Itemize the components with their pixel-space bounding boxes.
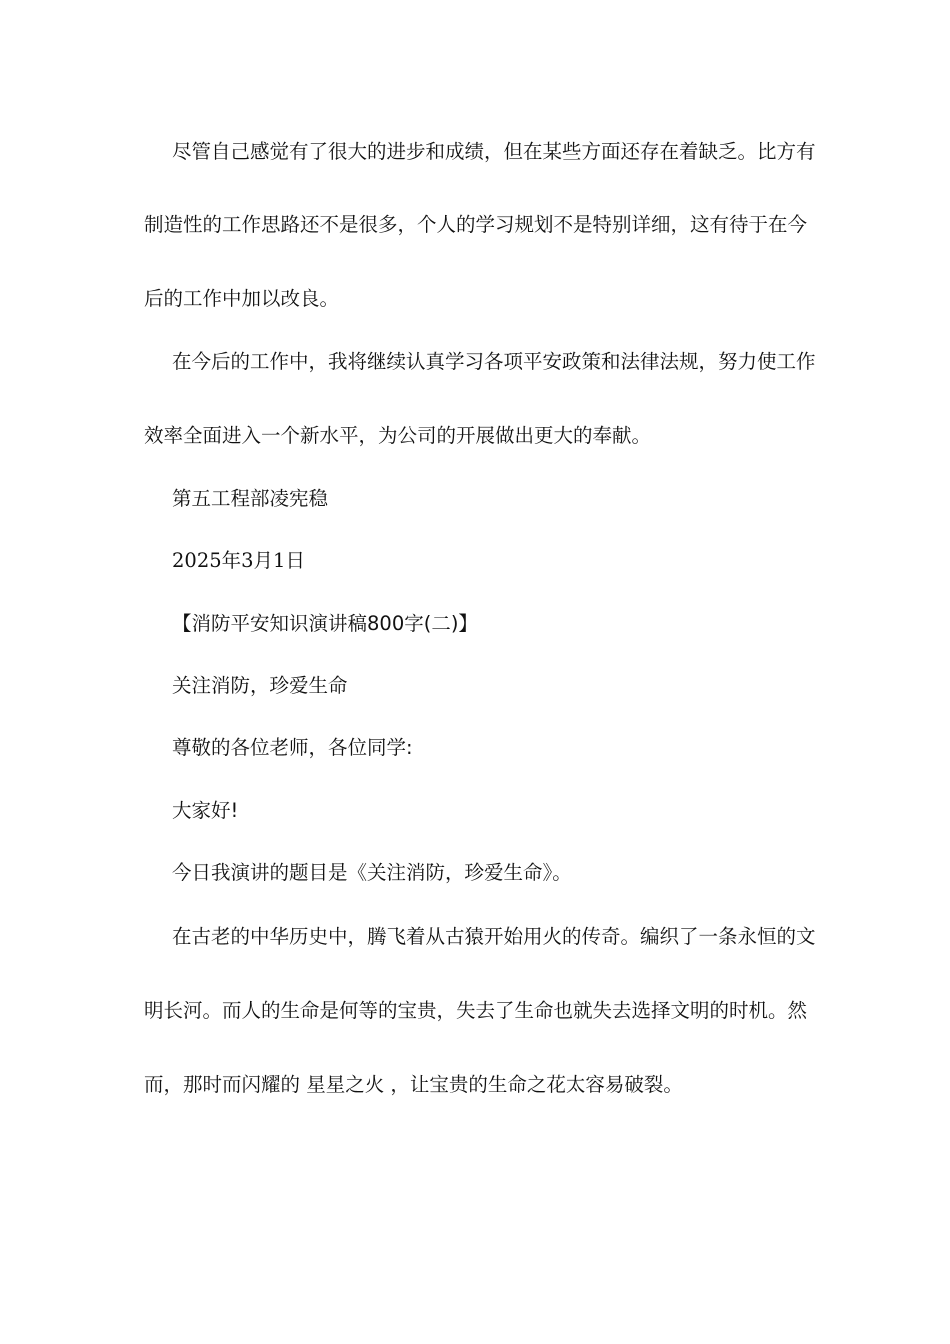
speech-title: 关注消防，珍爱生命: [172, 674, 348, 697]
paragraph-1-line-3: 后的工作中加以改良。: [144, 287, 340, 310]
paragraph-2-line-2: 效率全面进入一个新水平，为公司的开展做出更大的奉献。: [144, 424, 652, 447]
paragraph-3-line-2: 明长河。而人的生命是何等的宝贵，失去了生命也就失去选择文明的时机。然: [144, 999, 808, 1022]
paragraph-2-line-1: 在今后的工作中，我将继续认真学习各项平安政策和法律法规，努力使工作: [172, 350, 816, 373]
section-title: 【消防平安知识演讲稿800字(二)】: [172, 612, 478, 635]
paragraph-3-line-3: 而，那时而闪耀的 星星之火 ，让宝贵的生命之花太容易破裂。: [144, 1073, 683, 1096]
intro: 今日我演讲的题目是《关注消防，珍爱生命》。: [172, 861, 572, 884]
hello: 大家好!: [172, 799, 239, 822]
paragraph-1-line-1: 尽管自己感觉有了很大的进步和成绩，但在某些方面还存在着缺乏。比方有: [172, 140, 816, 163]
paragraph-1-line-2: 制造性的工作思路还不是很多，个人的学习规划不是特别详细，这有待于在今: [144, 213, 808, 236]
signature: 第五工程部凌宪稳: [172, 487, 329, 510]
greeting: 尊敬的各位老师，各位同学:: [172, 736, 413, 759]
paragraph-3-line-1: 在古老的中华历史中，腾飞着从古猿开始用火的传奇。编织了一条永恒的文: [172, 925, 816, 948]
date: 2025年3月1日: [172, 549, 305, 572]
